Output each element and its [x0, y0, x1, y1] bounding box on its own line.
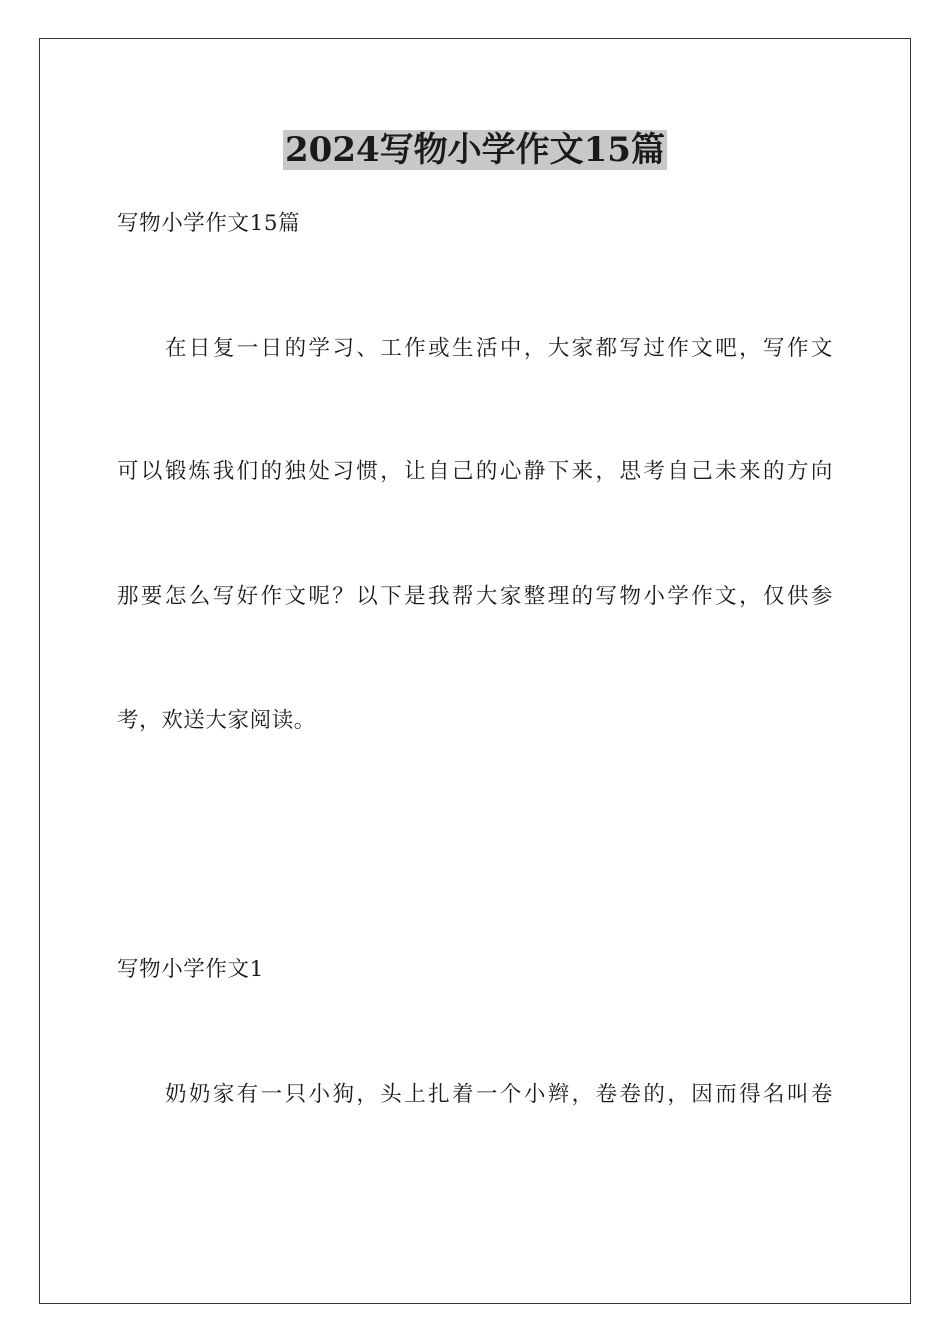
section-heading: 写物小学作文1 [117, 957, 264, 982]
document-subtitle: 写物小学作文15篇 [117, 211, 301, 236]
document-title [0, 128, 950, 172]
intro-line-2: 可以锻炼我们的独处习惯，让自己的心静下来，思考自己未来的方向 [117, 459, 833, 484]
section-line-1: 奶奶家有一只小狗，头上扎着一个小辫，卷卷的，因而得名叫卷 [165, 1082, 833, 1107]
intro-line-3: 那要怎么写好作文呢？以下是我帮大家整理的写物小学作文，仅供参 [117, 584, 833, 609]
document-title-text: 2024写物小学作文15篇 [285, 130, 665, 170]
intro-line-4: 考，欢送大家阅读。 [117, 708, 316, 733]
intro-line-1: 在日复一日的学习、工作或生活中，大家都写过作文吧，写作文 [165, 336, 833, 361]
